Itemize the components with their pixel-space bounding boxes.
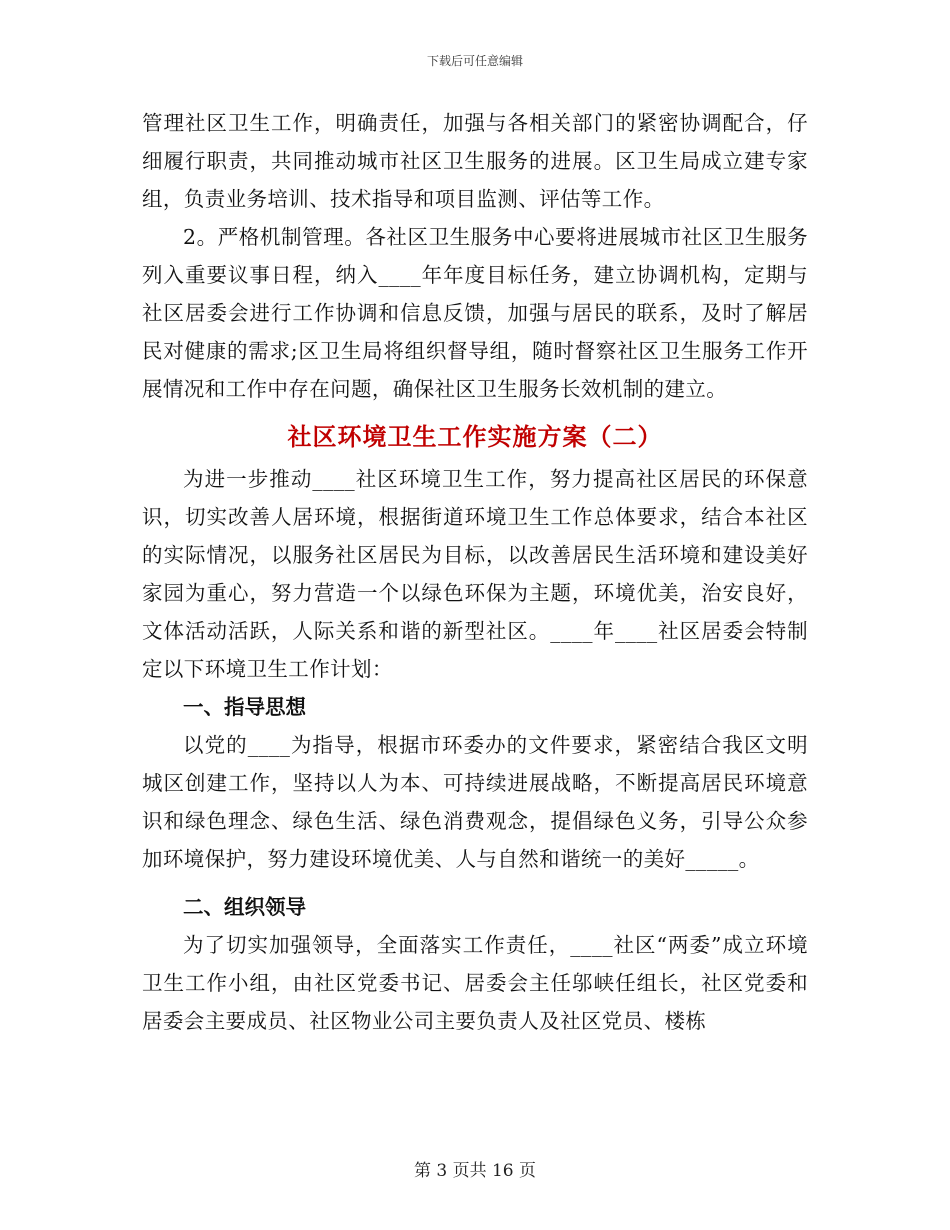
document-body — [142, 104, 808, 1040]
page-header: 下载后可任意编辑 — [426, 54, 523, 68]
paragraph-mechanism: 2。严格机制管理。各社区卫生服务中心要将进展城市社区卫生服务列入重要议事日程，纳入____年年度目标任务，建立协调机构，定期与社区居委会进行工作协调和信息反馈，加强与居民的联系，及时了解居民对健康的需求;区卫生局将组织督导组，随时督察社区卫生服务工作开展情况和工作中存在问题，确保社区卫生服务长效机制的建立。 — [142, 225, 808, 401]
section-title: 社区环境卫生工作实施方案（二） — [287, 423, 663, 451]
page-footer: 第 3 页共 16 页 — [413, 1161, 537, 1181]
paragraph-organization: 为了切实加强领导，全面落实工作责任，____社区“两委”成立环境卫生工作小组，由社区党委书记、居委会主任邬峡任组长，社区党委和居委会主要成员、社区物业公司主要负责人及社区党员、楼栋 — [142, 933, 808, 1033]
heading-guiding-ideology: 一、指导思想 — [183, 695, 306, 719]
paragraph-guiding-ideology: 以党的____为指导，根据市环委办的文件要求，紧密结合我区文明城区创建工作，坚持以人为本、可持续进展战略，不断提高居民环境意识和绿色理念、绿色生活、绿色消费观念，提倡绿色义务，引导公众参加环境保护，努力建设环境优美、人与自然和谐统一的美好_____。 — [142, 733, 808, 871]
intro-paragraph: 为进一步推动____社区环境卫生工作，努力提高社区居民的环保意识，切实改善人居环境，根据街道环境卫生工作总体要求，结合本社区的实际情况，以服务社区居民为目标，以改善居民生活环境和建设美好家园为重心，努力营造一个以绿色环保为主题，环境优美，治安良好，文体活动活跃，人际关系和谐的新型社区。____年____社区居委会特制定以下环境卫生工作计划： — [142, 467, 808, 681]
heading-organization: 二、组织领导 — [183, 895, 306, 919]
paragraph-continuation: 管理社区卫生工作，明确责任，加强与各相关部门的紧密协调配合，仔细履行职责，共同推动城市社区卫生服务的进展。区卫生局成立建专家组，负责业务培训、技术指导和项目监测、评估等工作。 — [142, 111, 808, 211]
